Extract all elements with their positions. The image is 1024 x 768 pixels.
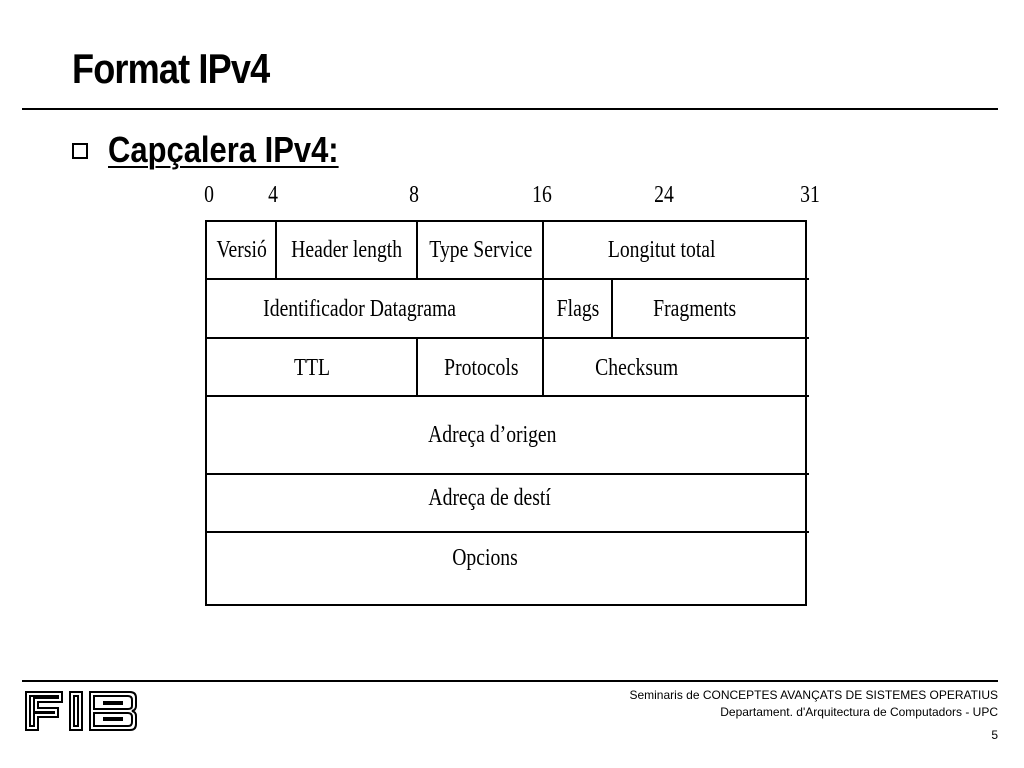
page-number: 5 (991, 728, 998, 742)
fib-logo (24, 688, 140, 739)
bit-label-24: 24 (654, 182, 674, 208)
bit-label-16: 16 (532, 182, 552, 208)
title-divider (22, 108, 998, 110)
field-header-length: Header length (291, 236, 403, 263)
field-fragments: Fragments (653, 295, 737, 322)
field-options: Opcions (452, 544, 518, 571)
bit-label-4: 4 (268, 182, 278, 208)
bit-label-31: 31 (800, 182, 820, 208)
field-ttl: TTL (293, 354, 330, 381)
field-dest-address: Adreça de destí (428, 484, 552, 511)
field-protocols: Protocols (443, 354, 519, 381)
field-datagram-id: Identificador Datagrama (263, 295, 457, 322)
field-checksum: Checksum (595, 354, 679, 381)
field-total-length: Longitut total (608, 236, 716, 263)
footer-course-name: Seminaris de CONCEPTES AVANÇATS DE SISTEMES OPERATIUS (629, 688, 998, 702)
square-bullet-icon (72, 143, 88, 159)
bit-label-8: 8 (409, 182, 419, 208)
ipv4-header-diagram (205, 220, 807, 606)
bullet-heading: Capçalera IPv4: (108, 129, 339, 170)
footer-divider (22, 680, 998, 682)
field-source-address: Adreça d’origen (427, 421, 557, 448)
field-type-service: Type Service (429, 236, 533, 263)
field-flags: Flags (557, 295, 600, 322)
slide-title: Format IPv4 (72, 45, 270, 92)
bit-label-0: 0 (204, 182, 214, 208)
footer-department: Departament. d'Arquitectura de Computadors - UPC (720, 705, 998, 719)
field-version: Versió (216, 236, 268, 263)
